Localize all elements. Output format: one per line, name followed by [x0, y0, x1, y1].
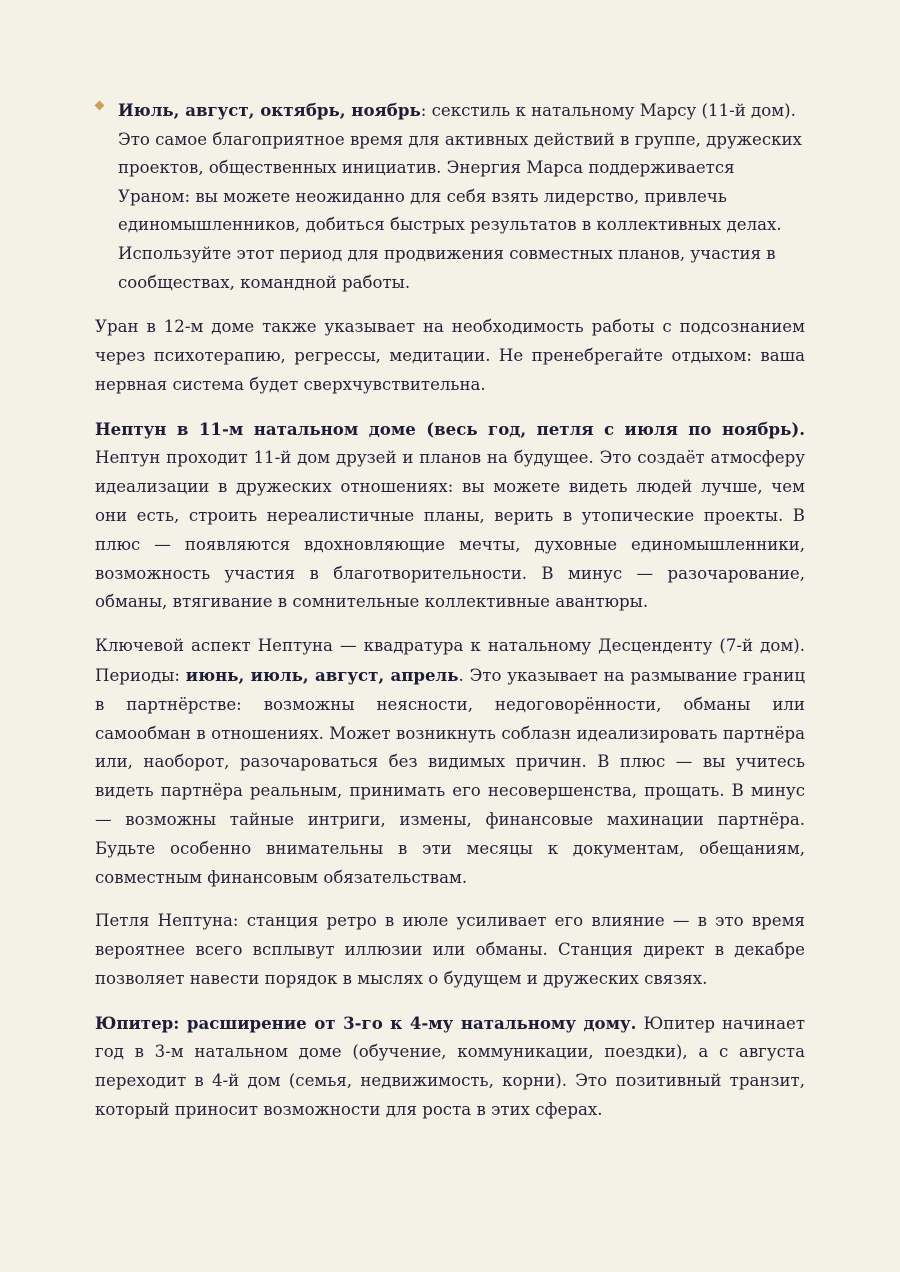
- neptune-text: Нептун проходит 11-й дом друзей и планов на будущее. Это создаёт атмосферу идеализации в дружеских отношениях: вы можете видеть людей лучше, чем они есть, строить нереалистичные планы, верить в утопические проекты. В плюс — появляются вдохновляющие мечты, духовные единомышленники, возможность участия в благотворительности. В минус — разочарование, обманы, втягивание в сомнительные коллективные авантюры.: [95, 448, 805, 612]
- mars-sextile-bullet: [95, 96, 805, 297]
- neptune-aspect-intro: Ключевой аспект Нептуна — квадратура к натальному Десценденту (7-й дом). Периоды:: [95, 636, 805, 685]
- jupiter-heading: Юпитер: расширение от 3-го к 4-му натальному дому.: [95, 1012, 637, 1033]
- jupiter-paragraph: [95, 1009, 805, 1125]
- jupiter-text: Юпитер начинает год в 3-м натальном доме (обучение, коммуникации, поездки), а с августа переходит в 4-й дом (семья, недвижимость, корни). Это позитивный транзит, который приносит возможности для роста в этих сферах.: [95, 1013, 805, 1120]
- bullet-text: : секстиль к натальному Марсу (11-й дом). Это самое благоприятное время для активных действий в группе, дружеских проектов, общественных инициатив. Энергия Марса поддерживается Ураном: вы можете неожиданно для себя взять лидерство, привлечь единомышленников, добиться быстрых результатов в коллективных делах. Используйте этот период для продвижения совместных планов, участия в сообществах, командной работы.: [118, 101, 802, 292]
- neptune-aspect-paragraph: [95, 632, 805, 892]
- neptune-aspect-text: . Это указывает на размывание границ в партнёрстве: возможны неясности, недоговорённости, обманы или самообман в отношениях. Может возникнуть соблазн идеализировать партнёра или, наоборот, разочароваться без видимых причин. В плюс — вы учитесь видеть партнёра реальным, принимать его несовершенства, прощать. В минус — возможны тайные интриги, измены, финансовые махинации партнёра. Будьте особенно внимательны в эти месяцы к документам, обещаниям, совместным финансовым обязательствам.: [95, 665, 805, 887]
- diamond-bullet-icon: [95, 101, 105, 111]
- bullet-bold-months: Июль, август, октябрь, ноябрь: [118, 100, 421, 120]
- neptune-loop-paragraph: Петля Нептуна: станция ретро в июле усиливает его влияние — в это время вероятнее всего всплывут иллюзии или обманы. Станция директ в декабре позволяет навести порядок в мыслях о будущем и дружеских связях.: [95, 911, 805, 988]
- neptune-heading: Нептун в 11-м натальном доме (весь год, петля с июля по ноябрь).: [95, 418, 805, 439]
- uranus-note-paragraph: Уран в 12-м доме также указывает на необходимость работы с подсознанием через психотерапию, регрессы, медитации. Не пренебрегайте отдыхом: ваша нервная система будет сверхчувствительна.: [95, 317, 805, 394]
- neptune-aspect-months: июнь, июль, август, апрель: [185, 664, 459, 685]
- neptune-paragraph: [95, 415, 805, 618]
